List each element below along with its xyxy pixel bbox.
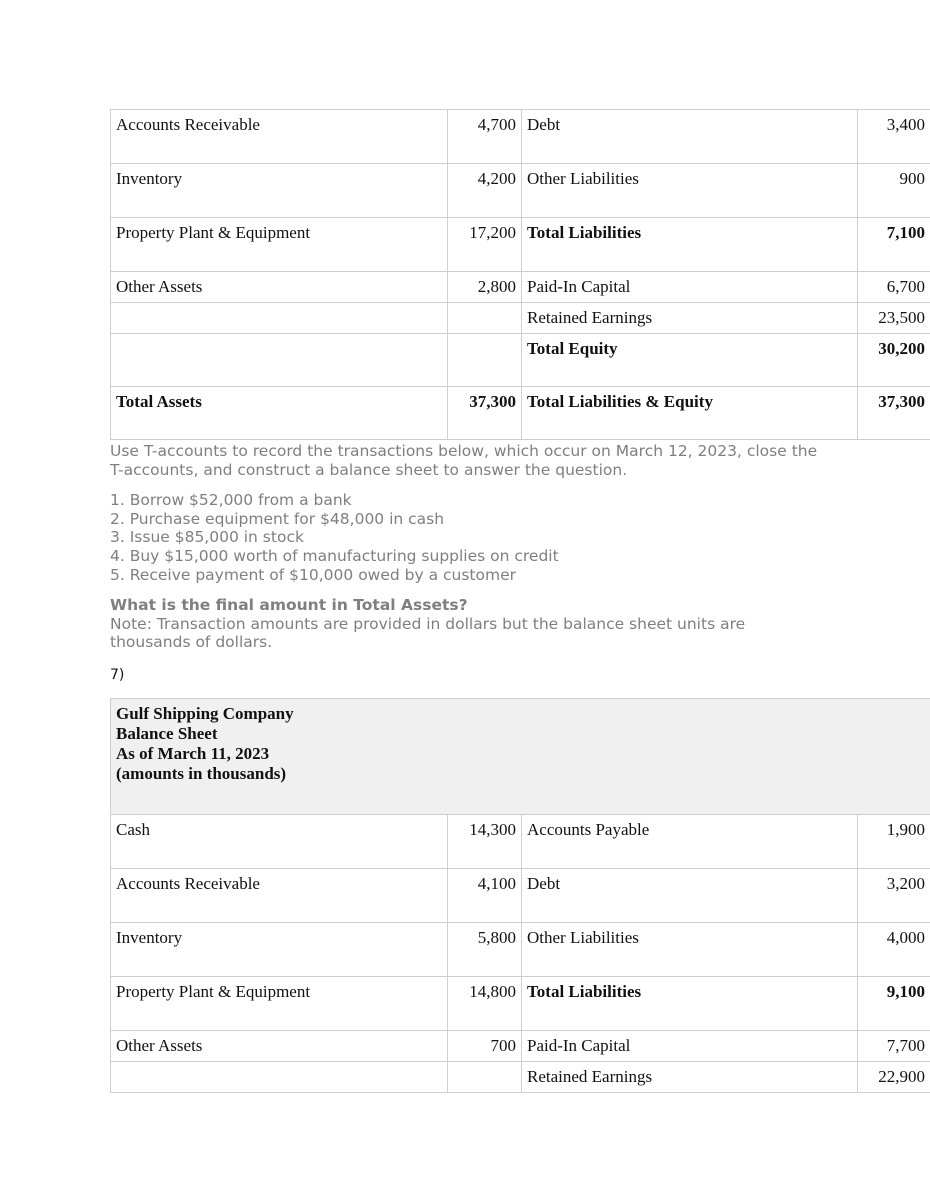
total-assets-label: Total Assets xyxy=(111,387,448,440)
balance-sheet-bottom xyxy=(110,698,930,1093)
table-row xyxy=(111,976,930,1030)
total-liabilities-label: Total Liabilities xyxy=(522,218,858,272)
equity-value: 22,900 xyxy=(858,1061,930,1092)
liability-label: Debt xyxy=(522,868,858,922)
liability-value: 4,000 xyxy=(858,922,930,976)
empty-cell xyxy=(448,1061,522,1092)
equity-label: Paid-In Capital xyxy=(522,272,858,303)
asset-label: Property Plant & Equipment xyxy=(111,218,448,272)
asset-label: Other Assets xyxy=(111,1030,448,1061)
table-row xyxy=(111,922,930,976)
table-header-row xyxy=(111,698,930,814)
asset-value: 4,200 xyxy=(448,164,522,218)
asset-label: Cash xyxy=(111,814,448,868)
equity-label: Retained Earnings xyxy=(522,1061,858,1092)
liability-value: 1,900 xyxy=(858,814,930,868)
asset-label: Inventory xyxy=(111,922,448,976)
transaction-item: 5. Receive payment of $10,000 owed by a customer xyxy=(110,565,517,584)
table-row xyxy=(111,334,930,387)
sheet-title: Balance Sheet xyxy=(116,723,218,743)
equity-value: 6,700 xyxy=(858,272,930,303)
total-assets-value: 37,300 xyxy=(448,387,522,440)
asset-value: 14,300 xyxy=(448,814,522,868)
liability-value: 900 xyxy=(858,164,930,218)
table-row xyxy=(111,387,930,440)
empty-cell xyxy=(448,303,522,334)
equity-label: Paid-In Capital xyxy=(522,1030,858,1061)
total-liabilities-equity-value: 37,300 xyxy=(858,387,930,440)
table-row xyxy=(111,272,930,303)
company-name: Gulf Shipping Company xyxy=(116,703,294,723)
balance-sheet-header xyxy=(111,698,930,814)
asset-value: 17,200 xyxy=(448,218,522,272)
instructions xyxy=(110,442,830,652)
instructions-intro: Use T-accounts to record the transactions below, which occur on March 12, 2023, close the T-accounts, and construct a balance sheet to answer the question. xyxy=(110,442,818,479)
equity-label: Retained Earnings xyxy=(522,303,858,334)
transaction-item: 1. Borrow $52,000 from a bank xyxy=(110,491,352,510)
total-liabilities-equity-label: Total Liabilities & Equity xyxy=(522,387,858,440)
table-row xyxy=(111,164,930,218)
transaction-item: 4. Buy $15,000 worth of manufacturing supplies on credit xyxy=(110,546,559,565)
empty-cell xyxy=(111,1061,448,1092)
total-equity-value: 30,200 xyxy=(858,334,930,387)
table-row xyxy=(111,814,930,868)
question-number: 7) xyxy=(110,666,125,683)
sheet-date: As of March 11, 2023 xyxy=(116,743,270,763)
asset-label: Accounts Receivable xyxy=(111,110,448,164)
table-row xyxy=(111,303,930,334)
note-text: Note: Transaction amounts are provided in dollars but the balance sheet units are thousands of dollars. xyxy=(110,614,746,652)
empty-cell xyxy=(111,334,448,387)
equity-value: 7,700 xyxy=(858,1030,930,1061)
liability-value: 3,200 xyxy=(858,868,930,922)
question-text: What is the final amount in Total Assets? xyxy=(110,596,468,615)
table-row xyxy=(111,1030,930,1061)
empty-cell xyxy=(111,303,448,334)
empty-cell xyxy=(448,334,522,387)
document-page xyxy=(110,109,930,1093)
liability-label: Accounts Payable xyxy=(522,814,858,868)
liability-label: Debt xyxy=(522,110,858,164)
total-liabilities-value: 9,100 xyxy=(858,976,930,1030)
asset-value: 4,100 xyxy=(448,868,522,922)
total-equity-label: Total Equity xyxy=(522,334,858,387)
equity-value: 23,500 xyxy=(858,303,930,334)
asset-value: 2,800 xyxy=(448,272,522,303)
table-row xyxy=(111,868,930,922)
asset-value: 4,700 xyxy=(448,110,522,164)
table-row xyxy=(111,1061,930,1092)
asset-label: Property Plant & Equipment xyxy=(111,976,448,1030)
balance-sheet-top xyxy=(110,109,930,440)
asset-value: 700 xyxy=(448,1030,522,1061)
asset-value: 5,800 xyxy=(448,922,522,976)
asset-label: Accounts Receivable xyxy=(111,868,448,922)
liability-label: Other Liabilities xyxy=(522,164,858,218)
sheet-units: (amounts in thousands) xyxy=(116,763,287,783)
transaction-item: 2. Purchase equipment for $48,000 in cash xyxy=(110,509,445,528)
transaction-item: 3. Issue $85,000 in stock xyxy=(110,528,304,547)
asset-label: Inventory xyxy=(111,164,448,218)
liability-label: Other Liabilities xyxy=(522,922,858,976)
table-row xyxy=(111,110,930,164)
total-liabilities-value: 7,100 xyxy=(858,218,930,272)
table-row xyxy=(111,218,930,272)
liability-value: 3,400 xyxy=(858,110,930,164)
asset-label: Other Assets xyxy=(111,272,448,303)
asset-value: 14,800 xyxy=(448,976,522,1030)
total-liabilities-label: Total Liabilities xyxy=(522,976,858,1030)
